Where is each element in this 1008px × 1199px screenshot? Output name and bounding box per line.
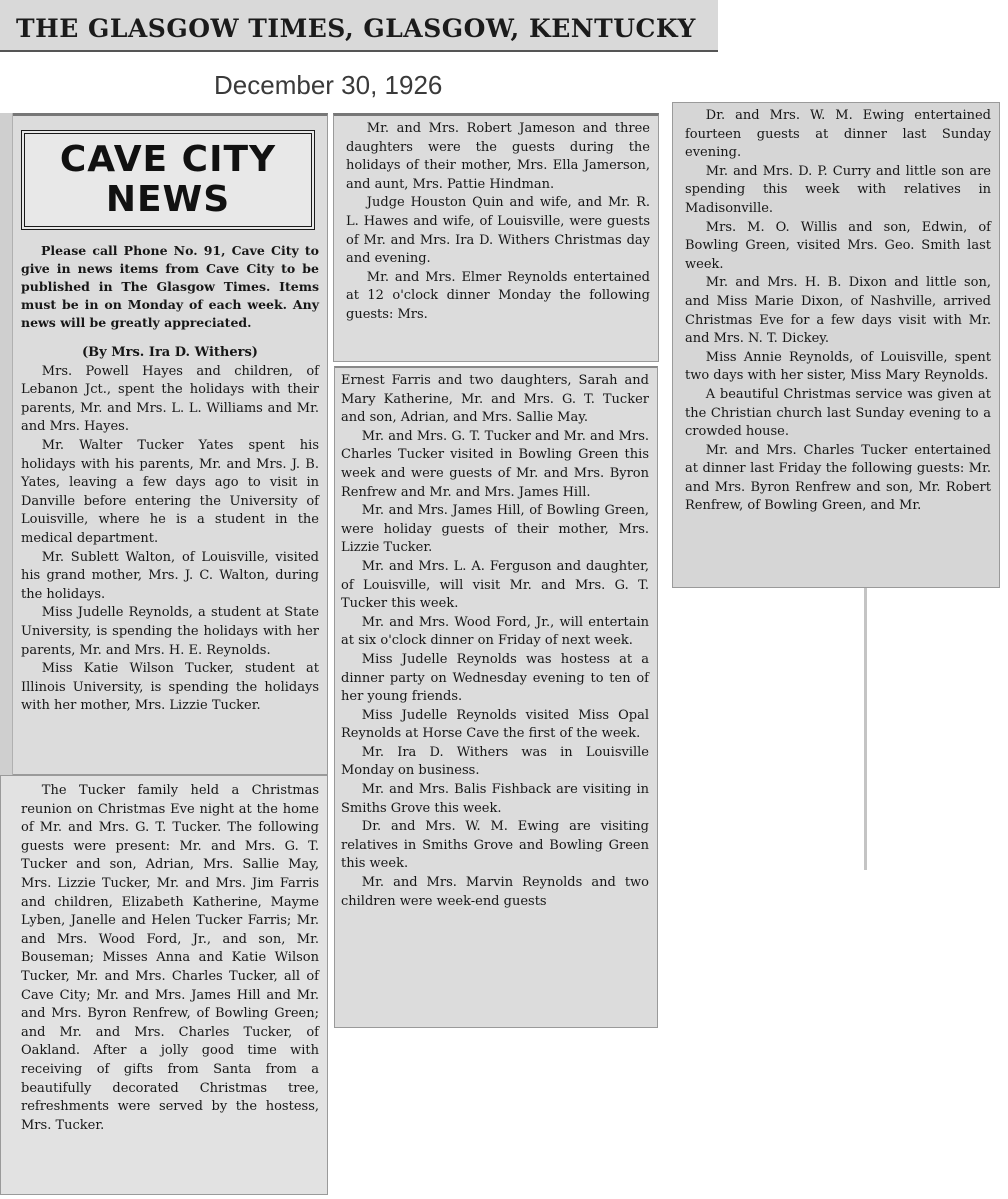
news-item: The Tucker family held a Christmas reunion on Christmas Eve night at the home of Mr. and Mrs. G. T. Tucker. The following guests were present: Mr. and Mrs. G. T. Tucker and son, Adrian, Mrs. Sallie May, Mrs. Lizzie Tucker, Mr. and Mrs. Jim Farris and children, Elizabeth Katherine, Mayme Lyben, Janelle and Helen Tucker Farris; Mr. and Mrs. Wood Ford, Jr., and son, Mr. Bouseman; Misses Anna and Katie Wilson Tucker, Mr. and Mrs. Charles Tucker, all of Cave City; Mr. and Mrs. James Hill and Mr. and Mrs. Byron Renfrew, of Bowling Green; and Mr. and Mrs. Charles Tucker, of Oakland. After a jolly good time with receiving of gifts from Santa from a beautifully decorated Christmas tree, refreshments were served by the hostess, Mrs. Tucker. [21,783,319,1133]
news-item: Mr. and Mrs. Charles Tucker entertained at dinner last Friday the following guests: Mr. and Mrs. Byron Renfrew and son, Mr. Robert Renfrew, of Bowling Green, and Mr. [685,442,991,514]
news-item: Mr. and Mrs. Wood Ford, Jr., will entertain at six o'clock dinner on Friday of next week. [341,614,649,649]
news-item: Mr. and Mrs. Elmer Reynolds entertained at 12 o'clock dinner Monday the following guests: Mrs. [346,269,650,322]
masthead-title: THE GLASGOW TIMES, GLASGOW, KENTUCKY [16,14,696,43]
news-item: Dr. and Mrs. W. M. Ewing entertained fourteen guests at dinner last Sunday evening. [685,108,991,161]
news-item: Dr. and Mrs. W. M. Ewing are visiting relatives in Smiths Grove and Bowling Green this week. [341,819,649,872]
clipping-tucker-reunion [0,775,328,1195]
news-item: Miss Judelle Reynolds, a student at State University, is spending the holidays with her parents, Mr. and Mrs. H. E. Reynolds. [21,605,319,658]
news-item: Mr. Ira D. Withers was in Louisville Monday on business. [341,744,649,779]
clipping-cave-city-news [0,113,328,775]
news-item: Mr. Sublett Walton, of Louisville, visited his grand mother, Mrs. J. C. Walton, during the holidays. [21,549,319,602]
clipping-middle-top [333,113,659,362]
news-item: Miss Judelle Reynolds visited Miss Opal Reynolds at Horse Cave the first of the week. [341,707,649,742]
news-call-notice: Please call Phone No. 91, Cave City to give in news items from Cave City to be published in The Glasgow Times. Items must be in on Monday of each week. Any news will be greatly appreciated. [21,243,319,330]
news-item: Mrs. Powell Hayes and children, of Lebanon Jct., spent the holidays with their parents, Mr. and Mrs. L. L. Williams and Mr. and Mrs. Hayes. [21,363,319,435]
news-item: Mr. and Mrs. Robert Jameson and three daughters were the guests during the holidays of their mother, Mrs. Ella Jamerson, and aunt, Mrs. Pattie Hindman. [346,121,650,192]
byline: (By Mrs. Ira D. Withers) [82,345,258,360]
news-item-continued: Ernest Farris and two daughters, Sarah and Mary Katherine, Mr. and Mrs. G. T. Tucker and son, Adrian, and Mrs. Sallie May. [341,373,649,426]
news-item: Mr. and Mrs. L. A. Ferguson and daughter, of Louisville, will visit Mr. and Mrs. G. T. Tucker this week. [341,558,649,612]
masthead-banner [0,0,718,52]
column-rule [864,588,867,870]
news-item: Judge Houston Quin and wife, and Mr. R. L. Hawes and wife, of Louisville, were guests of Mr. and Mrs. Ira D. Withers Christmas day and evening. [346,195,650,267]
news-item: Mr. Walter Tucker Yates spent his holidays with his parents, Mr. and Mrs. J. B. Yates, leaving a few days ago to visit in Danville before entering the University of Louisville, where he is a student in the medical department. [21,437,319,546]
news-item: Mr. and Mrs. G. T. Tucker and Mr. and Mrs. Charles Tucker visited in Bowling Green this week and were guests of Mr. and Mrs. Byron Renfrew and Mr. and Mrs. James Hill. [341,428,649,500]
news-item: Mr. and Mrs. Balis Fishback are visiting in Smiths Grove this week. [341,782,649,816]
clipping-right-column [672,102,1000,588]
clipping-middle-bottom [334,366,658,1028]
news-item: Mr. and Mrs. Marvin Reynolds and two children were week-end guests [341,875,649,909]
news-item: Mr. and Mrs. James Hill, of Bowling Green, were holiday guests of their mother, Mrs. Lizzie Tucker. [341,503,649,556]
news-item: A beautiful Christmas service was given at the Christian church last Sunday evening to a crowded house. [685,386,991,440]
news-item: Mrs. M. O. Willis and son, Edwin, of Bowling Green, visited Mrs. Geo. Smith last week. [685,219,991,272]
cave-city-news-title: CAVE CITY NEWS [59,139,277,220]
date-label: December 30, 1926 [214,70,443,100]
news-item: Mr. and Mrs. H. B. Dixon and little son, and Miss Marie Dixon, of Nashville, arrived Christmas Eve for a few days visit with Mr. and Mrs. N. T. Dickey. [685,275,991,347]
cave-city-news-header-box [21,130,315,230]
news-item: Mr. and Mrs. D. P. Curry and little son are spending this week with relatives in Madisonville. [685,163,991,216]
news-item: Miss Annie Reynolds, of Louisville, spent two days with her sister, Miss Mary Reynolds. [685,349,991,384]
news-item: Miss Judelle Reynolds was hostess at a dinner party on Wednesday evening to ten of her young friends. [341,651,649,705]
news-item: Miss Katie Wilson Tucker, student at Illinois University, is spending the holidays with her mother, Mrs. Lizzie Tucker. [21,661,319,714]
cropped-adjacent-column [0,113,13,775]
